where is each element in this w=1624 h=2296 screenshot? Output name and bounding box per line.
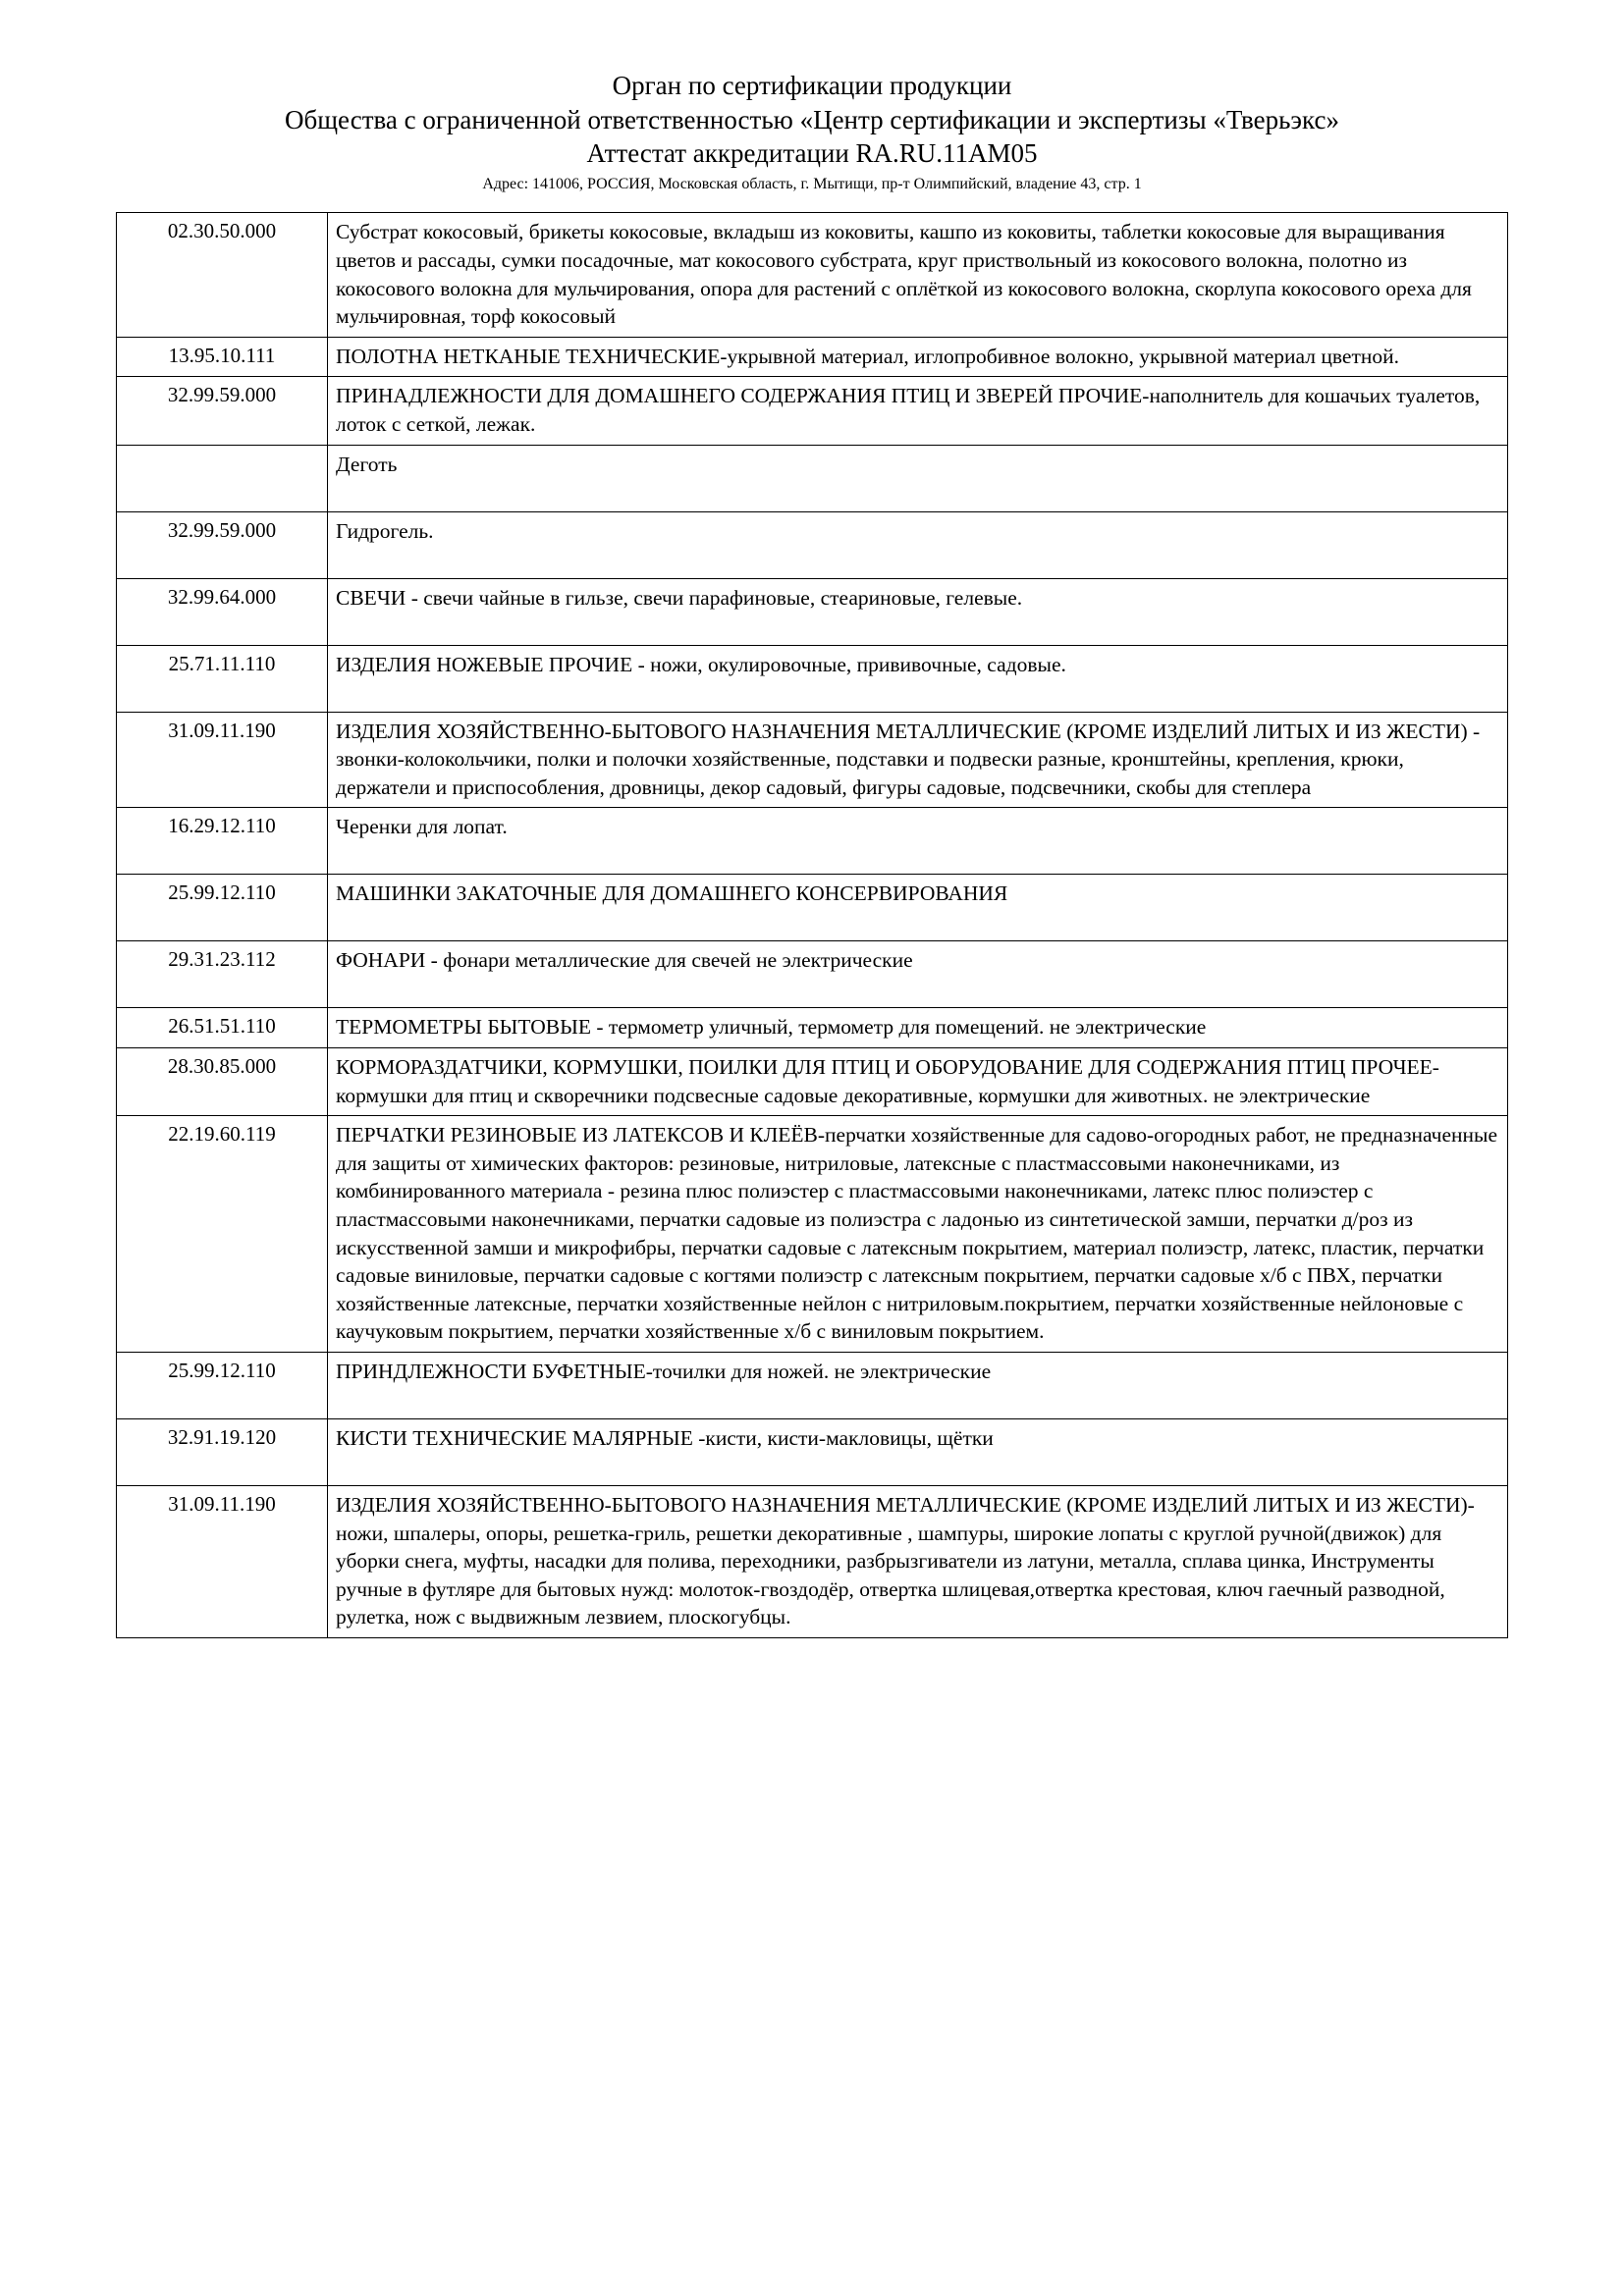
table-row <box>117 213 1508 337</box>
cell-description: ПРИНАДЛЕЖНОСТИ ДЛЯ ДОМАШНЕГО СОДЕРЖАНИЯ ПТИЦ И ЗВЕРЕЙ ПРОЧИЕ-наполнитель для кошачьих туалетов, лоток с сеткой, лежак. <box>328 377 1508 445</box>
cell-description: ПОЛОТНА НЕТКАНЫЕ ТЕХНИЧЕСКИЕ-укрывной материал, иглопробивное волокно, укрывной материал цветной. <box>328 337 1508 377</box>
table-row <box>117 1008 1508 1048</box>
cell-code: 16.29.12.110 <box>117 808 328 875</box>
cell-code: 25.99.12.110 <box>117 875 328 941</box>
cell-description: ФОНАРИ - фонари металлические для свечей не электрические <box>328 941 1508 1008</box>
cell-description: Субстрат кокосовый, брикеты кокосовые, вкладыш из коковиты, кашпо из коковиты, таблетки кокосовые для выращивания цветов и рассады, сумки посадочные, мат кокосового субстрата, круг приствольный из кокосового волокна, полотно из кокосового волокна для мульчирования, опора для растений с оплёткой из кокосового волокна, скорлупа кокосового ореха для мульчировная, торф кокосовый <box>328 213 1508 337</box>
cell-code: 31.09.11.190 <box>117 712 328 808</box>
cell-code: 32.99.59.000 <box>117 511 328 578</box>
table-row <box>117 941 1508 1008</box>
cell-description: ИЗДЕЛИЯ ХОЗЯЙСТВЕННО-БЫТОВОГО НАЗНАЧЕНИЯ МЕТАЛЛИЧЕСКИЕ (КРОМЕ ИЗДЕЛИЙ ЛИТЫХ И ИЗ ЖЕСТИ)-ножи, шпалеры, опоры, решетка-гриль, решетки декоративные , шампуры, широкие лопаты с круглой ручной(движок) для уборки снега, муфты, насадки для полива, переходники, разбрызгиватели из латуни, металла, сплава цинка, Инструменты ручные в футляре для бытовых нужд: молоток-гвоздодёр, отвертка шлицевая,отвертка крестовая, ключ гаечный разводной, рулетка, нож с выдвижным лезвием, плоскогубцы. <box>328 1485 1508 1637</box>
table-row <box>117 1418 1508 1485</box>
table-row <box>117 1352 1508 1418</box>
cell-code: 25.71.11.110 <box>117 645 328 712</box>
header-line-2: Общества с ограниченной ответственностью «Центр сертификации и экспертизы «Тверьэкс» <box>285 104 1339 134</box>
table-row <box>117 645 1508 712</box>
cell-code: 22.19.60.119 <box>117 1116 328 1353</box>
header-line-1: Орган по сертификации продукции <box>612 71 1012 100</box>
header-address: Адрес: 141006, РОССИЯ, Московская область, г. Мытищи, пр-т Олимпийский, владение 43, стр. 1 <box>482 175 1142 192</box>
cell-description: КОРМОРАЗДАТЧИКИ, КОРМУШКИ, ПОИЛКИ ДЛЯ ПТИЦ И ОБОРУДОВАНИЕ ДЛЯ СОДЕРЖАНИЯ ПТИЦ ПРОЧЕЕ-кормушки для птиц и скворечники подсвесные садовые декоративные, кормушки для животных. не электрические <box>328 1047 1508 1115</box>
cell-code: 02.30.50.000 <box>117 213 328 337</box>
table-row <box>117 377 1508 445</box>
cell-code: 32.99.59.000 <box>117 377 328 445</box>
cell-description: ПРИНДЛЕЖНОСТИ БУФЕТНЫЕ-точилки для ножей. не электрические <box>328 1352 1508 1418</box>
cell-description: ПЕРЧАТКИ РЕЗИНОВЫЕ ИЗ ЛАТЕКСОВ И КЛЕЁВ-перчатки хозяйственные для садово-огородных работ, не предназначенные для защиты от химических факторов: резиновые, нитриловые, латексные с пластмассовыми наконечниками, из комбинированного материала - резина плюс полиэстер с пластмассовыми наконечниками, латекс плюс полиэстер с пластмассовыми наконечниками, перчатки садовые из полиэстра с ладонью из синтетической замши, перчатки д/роз из искусственной замши и микрофибры, перчатки садовые с латексным покрытием, материал полиэстр, латекс, пластик, перчатки садовые виниловые, перчатки садовые с когтями полиэстр с латексным покрытием, перчатки садовые х/б с ПВХ, перчатки хозяйственные латексные, перчатки хозяйственные нейлон с нитриловым.покрытием, перчатки хозяйственные нейлоновые с каучуковым покрытием, перчатки хозяйственные х/б с виниловым покрытием. <box>328 1116 1508 1353</box>
cell-description: МАШИНКИ ЗАКАТОЧНЫЕ ДЛЯ ДОМАШНЕГО КОНСЕРВИРОВАНИЯ <box>328 875 1508 941</box>
cell-code: 26.51.51.110 <box>117 1008 328 1048</box>
document-header <box>116 69 1508 194</box>
cell-description: Черенки для лопат. <box>328 808 1508 875</box>
table-row <box>117 1485 1508 1637</box>
header-line-3: Аттестат аккредитации RA.RU.11AM05 <box>586 138 1038 169</box>
cell-code: 32.99.64.000 <box>117 578 328 645</box>
cell-code: 29.31.23.112 <box>117 941 328 1008</box>
cell-description: КИСТИ ТЕХНИЧЕСКИЕ МАЛЯРНЫЕ -кисти, кисти-макловицы, щётки <box>328 1418 1508 1485</box>
table-row <box>117 712 1508 808</box>
table-row <box>117 511 1508 578</box>
cell-code: 13.95.10.111 <box>117 337 328 377</box>
cell-description: ИЗДЕЛИЯ НОЖЕВЫЕ ПРОЧИЕ - ножи, окулировочные, прививочные, садовые. <box>328 645 1508 712</box>
table-row <box>117 808 1508 875</box>
table-row <box>117 1116 1508 1353</box>
cell-description: Гидрогель. <box>328 511 1508 578</box>
cell-description: ИЗДЕЛИЯ ХОЗЯЙСТВЕННО-БЫТОВОГО НАЗНАЧЕНИЯ МЕТАЛЛИЧЕСКИЕ (КРОМЕ ИЗДЕЛИЙ ЛИТЫХ И ИЗ ЖЕСТИ) - звонки-колокольчики, полки и полочки хозяйственные, подставки и подвески разные, кронштейны, крепления, крюки, держатели и приспособления, дровницы, декор садовый, фигуры садовые, подсвечники, скобы для степлера <box>328 712 1508 808</box>
cell-code: 32.91.19.120 <box>117 1418 328 1485</box>
table-row <box>117 578 1508 645</box>
table-row <box>117 337 1508 377</box>
product-table <box>116 212 1508 1637</box>
cell-code: 31.09.11.190 <box>117 1485 328 1637</box>
cell-code: 25.99.12.110 <box>117 1352 328 1418</box>
cell-description: СВЕЧИ - свечи чайные в гильзе, свечи парафиновые, стеариновые, гелевые. <box>328 578 1508 645</box>
cell-description: ТЕРМОМЕТРЫ БЫТОВЫЕ - термометр уличный, термометр для помещений. не электрические <box>328 1008 1508 1048</box>
table-row <box>117 1047 1508 1115</box>
table-row <box>117 445 1508 511</box>
cell-code <box>117 445 328 511</box>
cell-code: 28.30.85.000 <box>117 1047 328 1115</box>
table-row <box>117 875 1508 941</box>
cell-description: Деготь <box>328 445 1508 511</box>
